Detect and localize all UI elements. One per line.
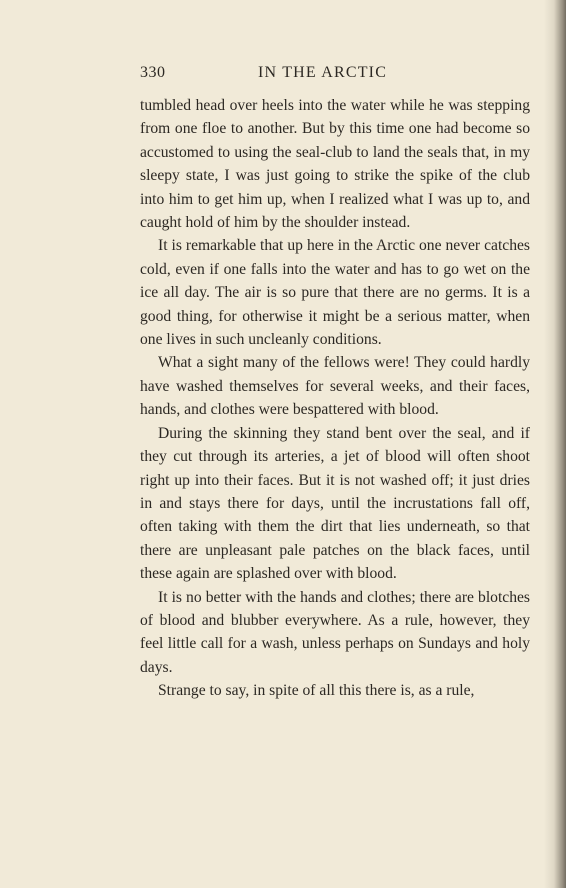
- paragraph-4: During the skinning they stand bent over the seal, and if they cut through its arteries, a jet of blood will often shoot right up into their faces. But it is not washed off; it just dries in and stays there for days, until the incrustations fall off, often taking with them the dirt that lies underneath, so that there are unpleasant pale patches on the black faces, until these again are splashed over with blood.: [140, 424, 530, 583]
- running-head: IN THE ARCTIC: [258, 64, 388, 81]
- paragraph-3: What a sight many of the fellows were! They could hardly have washed themselves for several weeks, and their faces, hands, and clothes were bespattered with blood.: [140, 354, 530, 419]
- body-text: [140, 94, 530, 703]
- page-header: [140, 64, 530, 86]
- page-number: 330: [140, 64, 166, 81]
- paragraph-5: It is no better with the hands and clothes; there are blotches of blood and blubber everywhere. As a rule, however, they feel little call for a wash, unless perhaps on Sundays and holy days.: [140, 588, 530, 676]
- paragraph-6: Strange to say, in spite of all this there is, as a rule,: [158, 682, 475, 700]
- paragraph-1: tumbled head over heels into the water while he was stepping from one floe to another. But by this time one had become so accustomed to using the seal-club to land the seals that, in my sleepy state, I was just going to strike the spike of the club into him to get him up, when I realized what I was up to, and caught hold of him by the shoulder instead.: [140, 97, 530, 232]
- paragraph-2: It is remarkable that up here in the Arctic one never catches cold, even if one falls into the water and has to go wet on the ice all day. The air is so pure that there are no germs. It is a good thing, for otherwise it might be a serious matter, when one lives in such uncleanly conditions.: [140, 237, 530, 349]
- page-edge-shadow: [544, 0, 566, 888]
